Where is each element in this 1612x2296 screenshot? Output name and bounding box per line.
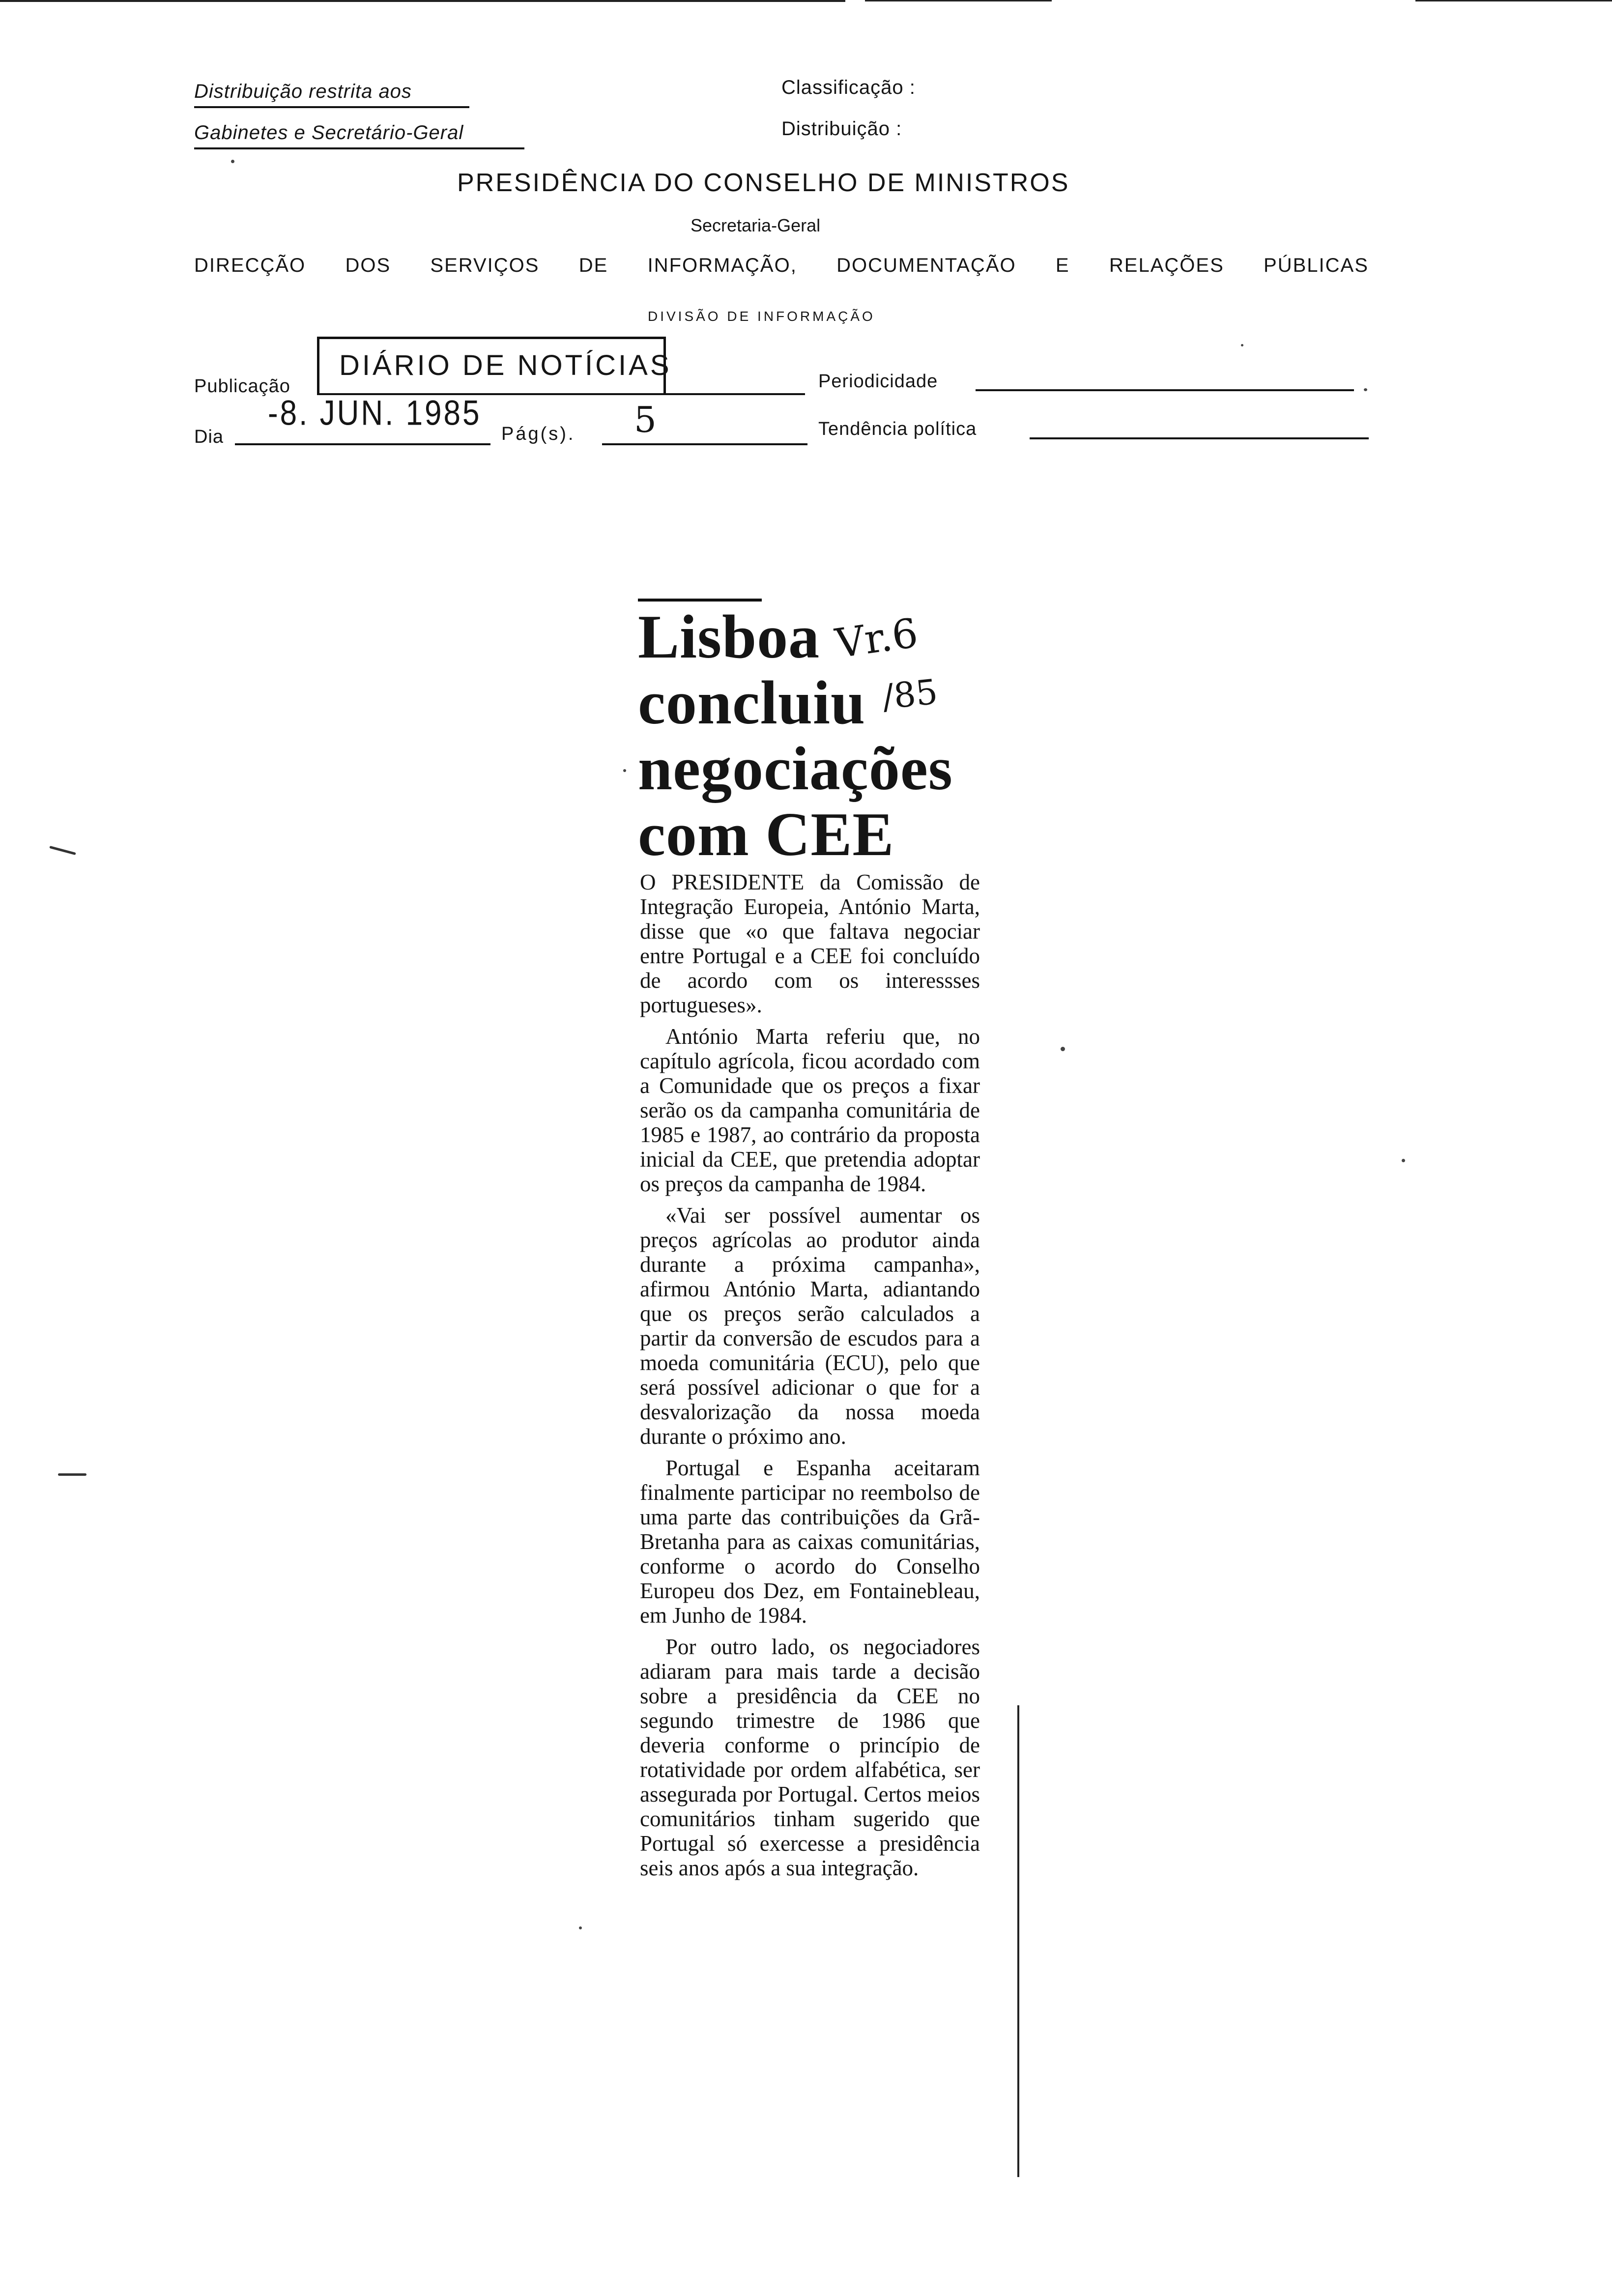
margin-vertical-line — [1017, 1705, 1019, 2177]
pags-value-handwritten: 5 — [634, 399, 657, 440]
tendencia-line — [1030, 437, 1369, 439]
handwritten-annotation: /85 — [880, 671, 940, 718]
headline-rule — [638, 599, 762, 602]
direccao-word: INFORMAÇÃO, — [647, 255, 797, 276]
scan-mark — [58, 1473, 86, 1476]
direccao-word: DE — [578, 255, 608, 276]
publication-stamp-name: DIÁRIO DE NOTÍCIAS — [339, 349, 672, 381]
periodicidade-line — [976, 389, 1354, 391]
scan-edge-line — [865, 0, 1052, 1]
presidencia-heading: PRESIDÊNCIA DO CONSELHO DE MINISTROS — [457, 169, 1070, 197]
article-paragraph: Portugal e Espanha aceitaram finalmente participar no reembolso de uma parte das contribuições da Grã-Bretanha para as caixas comunitárias, conforme o acordo do Conselho Europeu dos Dez, em Fontainebleau, em Junho de 1984. — [640, 1456, 980, 1628]
pags-label: Pág(s). — [501, 424, 576, 444]
headline-line: negociações — [638, 735, 953, 803]
direccao-word: DOCUMENTAÇÃO — [836, 255, 1016, 276]
distribuicao-label: Distribuição : — [781, 118, 902, 140]
speck — [1364, 388, 1367, 391]
tendencia-label: Tendência política — [818, 419, 977, 439]
direccao-word: RELAÇÕES — [1109, 255, 1224, 276]
publicacao-label: Publicação — [194, 376, 290, 397]
direccao-word: SERVIÇOS — [430, 255, 540, 276]
direccao-word: DIRECÇÃO — [194, 255, 306, 276]
scan-edge-line — [0, 0, 845, 2]
restriction-line-1: Distribuição restrita aos — [194, 79, 412, 104]
article-paragraph: Por outro lado, os negociadores adiaram para mais tarde a decisão sobre a presidência da CEE no segundo trimestre de 1986 que deveria conforme o princípio de rotatividade por ordem alfabética, ser assegurada por Portugal. Certos meios comunitários tinham sugerido que Portugal só exercesse a presidência seis anos após a sua integração. — [640, 1635, 980, 1880]
speck — [1241, 344, 1243, 346]
scan-edge-line — [1415, 0, 1612, 1]
direccao-word: PÚBLICAS — [1264, 255, 1369, 276]
article-headline — [638, 604, 1011, 868]
article-body — [640, 870, 980, 1887]
article-paragraph: «Vai ser possível aumentar os preços agrícolas ao produtor ainda durante a próxima campanha», afirmou António Marta, adiantando que os preços serão calculados a partir da conversão de escudos para a moeda comunitária (ECU), pelo que será possível adicionar o que for a desvalorização da nossa moeda durante o próximo ano. — [640, 1203, 980, 1449]
speck — [1402, 1159, 1405, 1162]
speck — [623, 769, 626, 772]
direccao-word: E — [1055, 255, 1070, 276]
article-paragraph: António Marta referiu que, no capítulo agrícola, ficou acordado com a Comunidade que os preços a fixar serão os da campanha comunitária de 1985 e 1987, ao contrário da proposta inicial da CEE, que pretendia adoptar os preços da campanha de 1984. — [640, 1024, 980, 1196]
pags-line — [602, 443, 807, 445]
speck — [231, 160, 234, 163]
headline-line: Lisboa — [638, 603, 820, 671]
speck — [1061, 1047, 1065, 1051]
handwritten-annotation: Vr.6 — [833, 609, 921, 668]
restriction-line-2: Gabinetes e Secretário-Geral — [194, 120, 463, 145]
article-paragraph: O PRESIDENTE da Comissão de Integração Europeia, António Marta, disse que «o que faltava negociar entre Portugal e a CEE foi concluído de acordo com os interessses portugueses». — [640, 870, 980, 1017]
direccao-word: DOS — [345, 255, 391, 276]
dia-date-stamp: -8. JUN. 1985 — [268, 394, 482, 433]
headline-line: com CEE — [638, 801, 894, 869]
divisao-label: DIVISÃO DE INFORMAÇÃO — [648, 309, 875, 324]
speck — [579, 1926, 582, 1929]
dia-line — [235, 443, 490, 445]
dia-label: Dia — [194, 427, 224, 447]
periodicidade-label: Periodicidade — [818, 371, 938, 392]
headline-line: concluiu — [638, 669, 866, 737]
classificacao-label: Classificação : — [781, 77, 916, 98]
secretaria-geral-label: Secretaria-Geral — [691, 215, 821, 235]
scan-mark — [49, 846, 76, 855]
direccao-line — [194, 255, 1369, 277]
